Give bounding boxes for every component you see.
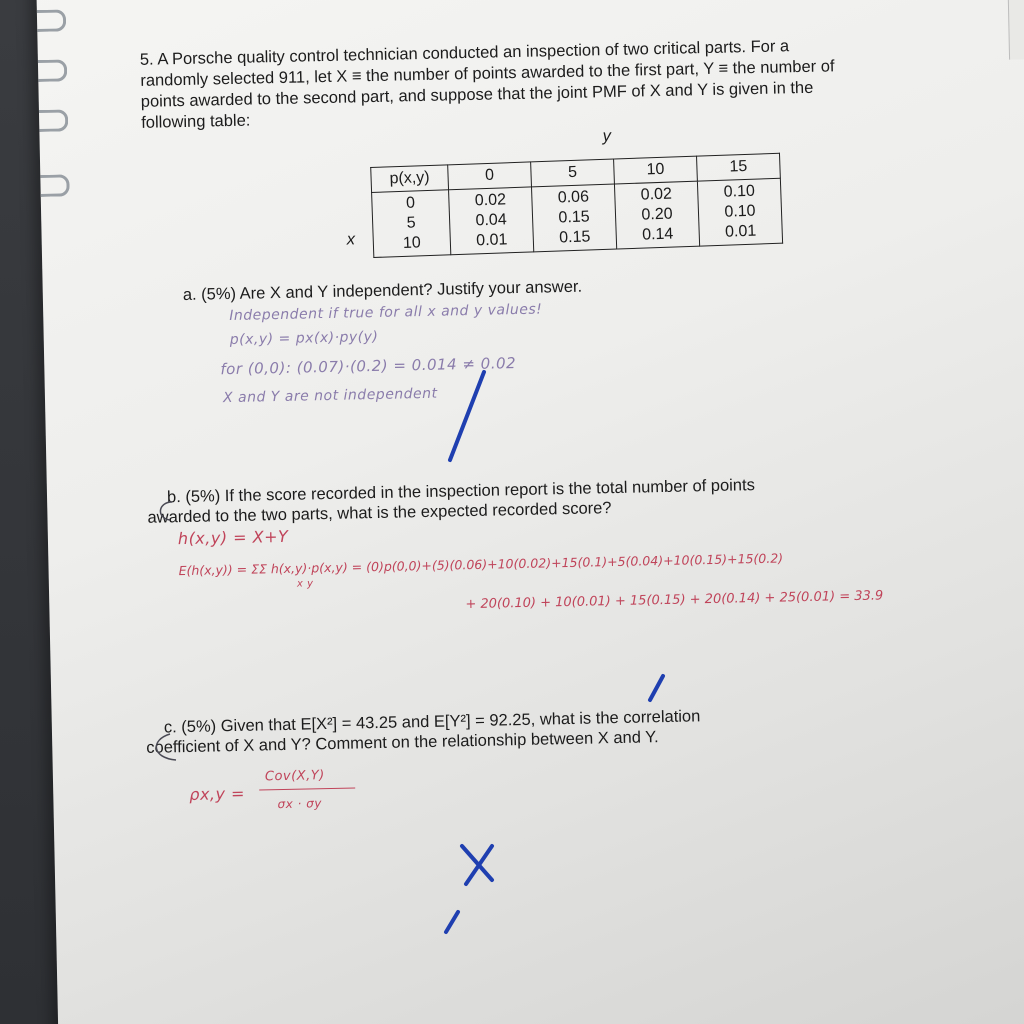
probability-cell: 0.15 [558, 208, 590, 227]
probability-column [531, 184, 616, 252]
part-c-numerator: Cov(X,Y) [264, 768, 325, 785]
x-value: 10 [402, 234, 422, 252]
probability-cell: 0.10 [724, 202, 756, 221]
probability-cell: 0.01 [724, 222, 757, 241]
probability-column [697, 178, 782, 246]
probability-cell: 0.14 [641, 225, 674, 244]
y-value-header: 10 [614, 156, 698, 184]
probability-cell: 0.02 [640, 185, 673, 204]
x-value: 0 [405, 194, 416, 212]
problem-intro: 5. A Porsche quality control technician conducted an inspection of two critical parts. For a randomly selected 911, let X ≡ the number of points awarded to the first part, Y ≡ the number of points awarded to the second part, and suppose that the joint PMF of X and Y is given in the following table: [139, 37, 835, 132]
y-value-header: 0 [448, 162, 532, 190]
probability-cell: 0.06 [557, 188, 590, 207]
probability-cell: 0.04 [475, 211, 507, 230]
part-b-sum-indices: x y [296, 578, 314, 590]
part-b-answer-line: + 20(0.10) + 10(0.01) + 15(0.15) + 20(0.14) + 25(0.01) = 33.9 [465, 588, 884, 613]
x-values-column [372, 190, 451, 258]
part-a-answer-line: p(x,y) = px(x)·py(y) [229, 328, 379, 349]
probability-cell: 0.20 [641, 205, 673, 224]
part-c-fraction-bar [259, 787, 355, 790]
y-value-header: 15 [697, 153, 781, 181]
probability-cell: 0.02 [474, 191, 507, 210]
adjacent-page-edge [1007, 0, 1024, 60]
worksheet-page [36, 0, 1024, 1024]
table-body-row [372, 178, 783, 257]
binder-ring [37, 9, 66, 32]
binder-ring [40, 174, 69, 197]
part-a-answer-line: for (0,0): (0.07)·(0.2) = 0.014 ≠ 0.02 [220, 354, 517, 379]
y-axis-label: y [602, 126, 612, 146]
part-b-answer-line: E(h(x,y)) = ΣΣ h(x,y)·p(x,y) = (0)p(0,0)+(5)(0.06)+10(0.02)+15(0.1)+5(0.04)+10(0.15)+15(0.2) [178, 550, 784, 579]
part-c-denominator: σx · σy [277, 796, 323, 812]
probability-column [614, 181, 699, 249]
part-b-answer-line: h(x,y) = X+Y [177, 526, 289, 549]
x-value: 5 [406, 214, 416, 232]
part-a-answer-line: Independent if true for all x and y values! [229, 301, 543, 325]
part-c-question-line: c. (5%) Given that E[X²] = 43.25 and E[Y²] = 92.25, what is the correlation [163, 707, 701, 737]
binder-ring [39, 109, 68, 132]
part-c-rho-label: ρx,y = [189, 783, 246, 804]
x-axis-label: x [346, 230, 356, 249]
part-a-question: a. (5%) Are X and Y independent? Justify your answer. [182, 277, 583, 304]
binder-ring [38, 59, 67, 82]
probability-column [449, 187, 534, 255]
probability-cell: 0.10 [723, 182, 756, 201]
y-value-header: 5 [531, 159, 615, 187]
part-a-answer-line: X and Y are not independent [222, 385, 438, 407]
part-b-question-line: b. (5%) If the score recorded in the inspection report is the total number of points [166, 476, 756, 507]
probability-cell: 0.01 [475, 231, 508, 250]
part-b-question-line: awarded to the two parts, what is the expected recorded score? [147, 499, 612, 527]
table-corner-cell: p(x,y) [371, 165, 449, 193]
probability-cell: 0.15 [558, 228, 591, 247]
joint-pmf-table [370, 153, 783, 258]
part-c-question-line: coefficient of X and Y? Comment on the relationship between X and Y. [146, 728, 659, 757]
